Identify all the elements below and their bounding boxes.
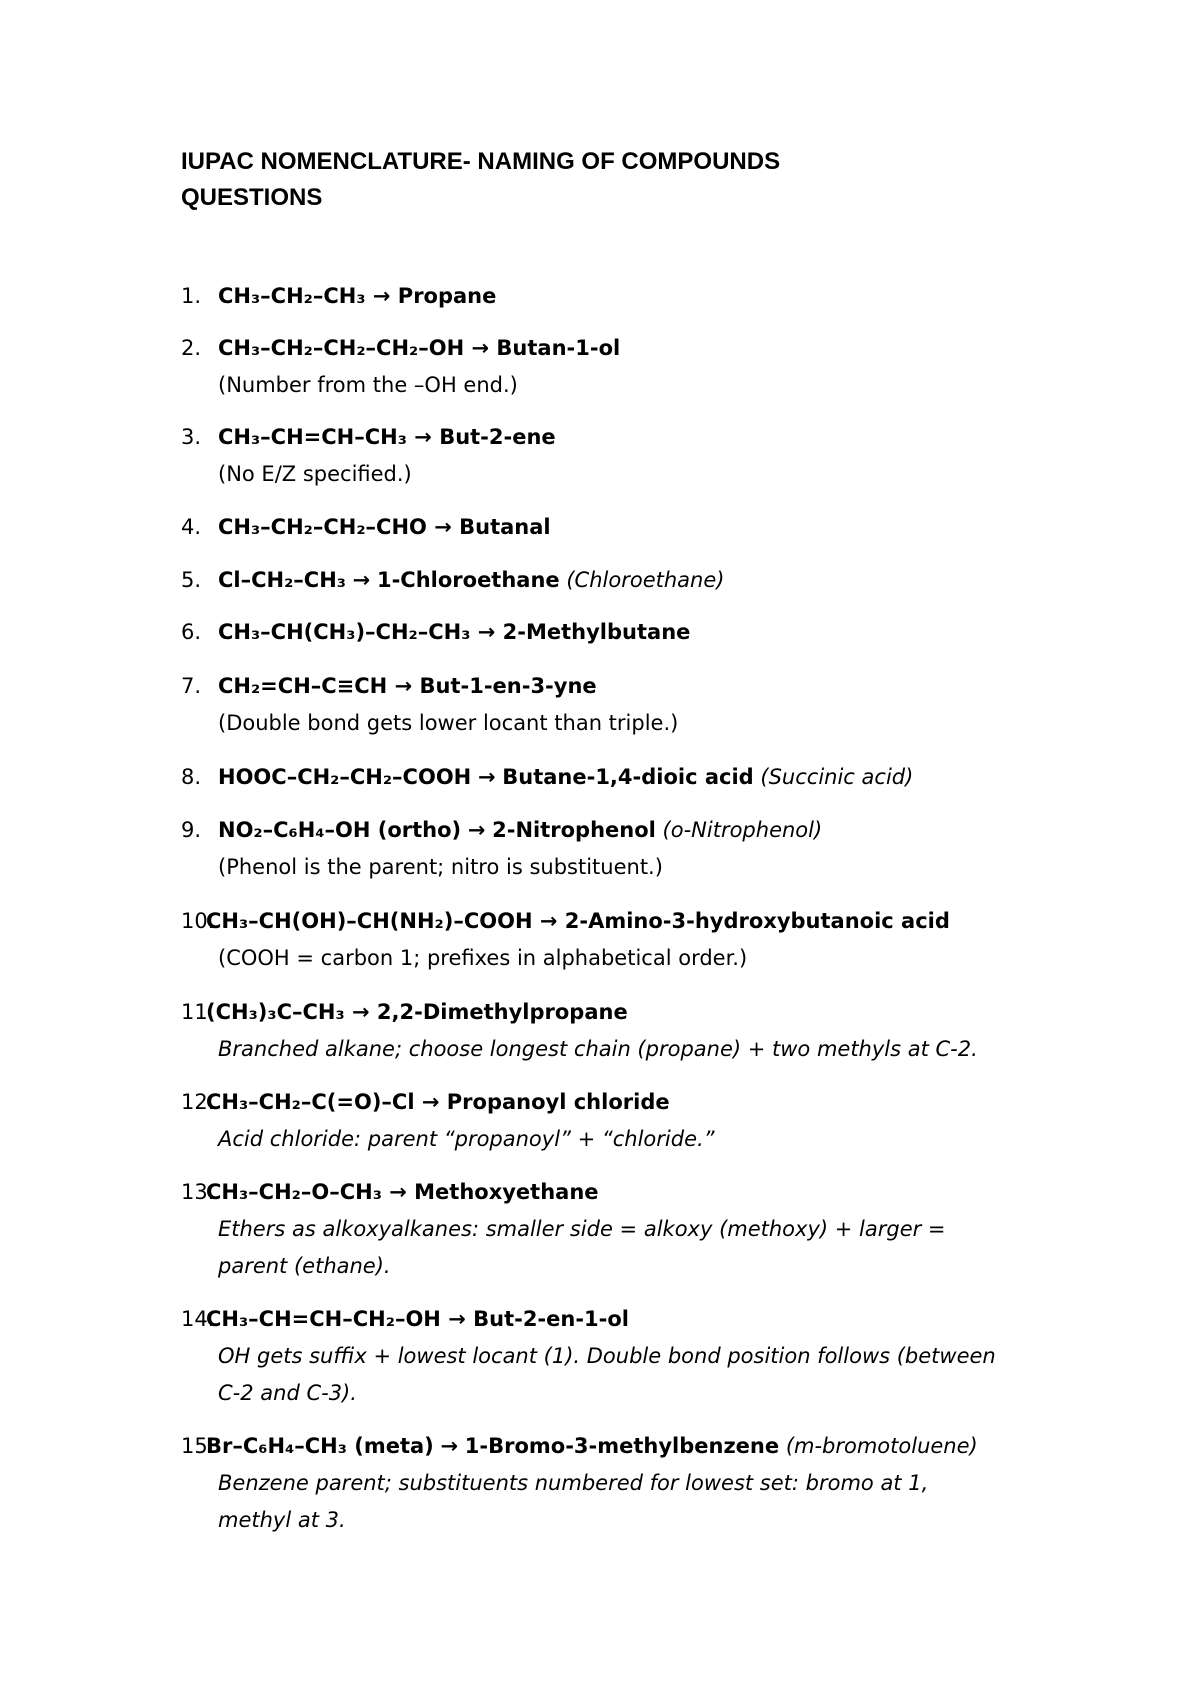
item-note: Ethers as alkoxyalkanes: smaller side = alkoxy (methoxy) + larger = <box>218 1217 946 1241</box>
item-formula-line <box>218 812 822 849</box>
item-formula-line <box>218 509 551 546</box>
item-number: 4. <box>181 515 202 539</box>
item-alt-name: (Succinic acid) <box>760 765 914 789</box>
item-formula-line <box>218 668 597 705</box>
item-formula: CH₃–CH(OH)–CH(NH₂)–COOH <box>206 909 533 933</box>
item-formula: CH₃–CH₂–CH₂–CH₂–OH <box>218 336 465 360</box>
item-number: 14. <box>181 1307 215 1331</box>
item-name: 2-Amino-3-hydroxybutanoic acid <box>564 909 950 933</box>
item-note: (Double bond gets lower locant than triple.) <box>218 711 679 735</box>
item-formula-line <box>206 1301 629 1338</box>
arrow-icon: → <box>421 1090 440 1114</box>
arrow-icon: → <box>414 425 432 449</box>
arrow-icon: → <box>440 1434 459 1458</box>
item-formula: NO₂–C₆H₄–OH (ortho) <box>218 818 462 842</box>
item-formula-line <box>218 330 620 367</box>
arrow-icon: → <box>352 568 371 592</box>
item-name: 1-Bromo-3-methylbenzene <box>464 1434 780 1458</box>
arrow-icon: → <box>477 620 496 644</box>
item-note: OH gets suffix + lowest locant (1). Double bond position follows (between <box>218 1344 996 1368</box>
item-name: Methoxyethane <box>414 1180 599 1204</box>
item-formula: CH₃–CH₂–CH₃ <box>218 284 366 308</box>
item-number: 11. <box>181 1000 215 1024</box>
arrow-icon: → <box>434 515 452 539</box>
item-formula-line <box>206 903 950 940</box>
item-number: 10. <box>181 909 215 933</box>
item-formula: (CH₃)₃C–CH₃ <box>206 1000 345 1024</box>
item-note: (Phenol is the parent; nitro is substituent.) <box>218 855 663 879</box>
item-name: 2,2-Dimethylpropane <box>376 1000 628 1024</box>
item-note: Acid chloride: parent “propanoyl” + “chloride.” <box>218 1127 715 1151</box>
item-formula: Br–C₆H₄–CH₃ (meta) <box>206 1434 434 1458</box>
item-formula-line <box>218 419 556 456</box>
item-note: (Number from the –OH end.) <box>218 373 518 397</box>
item-name: 2-Nitrophenol <box>492 818 656 842</box>
item-formula: CH₃–CH=CH–CH₃ <box>218 425 407 449</box>
item-number: 12. <box>181 1090 215 1114</box>
arrow-icon: → <box>394 674 413 698</box>
item-note-continued: C-2 and C-3). <box>218 1381 357 1405</box>
item-formula-line <box>218 562 724 599</box>
item-formula-line <box>206 1428 978 1465</box>
item-formula: CH₃–CH₂–C(=O)–Cl <box>206 1090 415 1114</box>
item-alt-name: (Chloroethane) <box>566 568 725 592</box>
item-formula: CH₃–CH₂–O–CH₃ <box>206 1180 382 1204</box>
item-formula-line <box>206 1084 670 1121</box>
item-number: 8. <box>181 765 202 789</box>
item-name: Propanoyl chloride <box>446 1090 670 1114</box>
item-note: (COOH = carbon 1; prefixes in alphabetical order.) <box>218 946 748 970</box>
title-line-1: IUPAC NOMENCLATURE- NAMING OF COMPOUNDS <box>181 148 781 175</box>
item-number: 1. <box>181 284 202 308</box>
item-number: 13. <box>181 1180 215 1204</box>
item-formula: CH₃–CH₂–CH₂–CHO <box>218 515 427 539</box>
item-name: But-1-en-3-yne <box>419 674 597 698</box>
item-number: 15. <box>181 1434 215 1458</box>
item-formula-line <box>218 759 913 796</box>
item-name: Butan-1-ol <box>496 336 621 360</box>
item-number: 7. <box>181 674 202 698</box>
item-alt-name: (m-bromotoluene) <box>785 1434 978 1458</box>
item-formula: CH₂=CH–C≡CH <box>218 674 388 698</box>
item-number: 2. <box>181 336 202 360</box>
item-formula-line <box>206 1174 599 1211</box>
arrow-icon: → <box>372 284 391 308</box>
item-formula: CH₃–CH(CH₃)–CH₂–CH₃ <box>218 620 471 644</box>
item-note: Benzene parent; substituents numbered for lowest set: bromo at 1, <box>218 1471 929 1495</box>
arrow-icon: → <box>389 1180 407 1204</box>
item-name: Propane <box>397 284 497 308</box>
title-line-2: QUESTIONS <box>181 184 323 211</box>
item-number: 9. <box>181 818 202 842</box>
item-name: But-2-ene <box>439 425 556 449</box>
document-title <box>181 144 1081 216</box>
arrow-icon: → <box>448 1307 466 1331</box>
item-name: 1-Chloroethane <box>376 568 560 592</box>
arrow-icon: → <box>539 909 558 933</box>
arrow-icon: → <box>467 818 486 842</box>
item-formula: CH₃–CH=CH–CH₂–OH <box>206 1307 441 1331</box>
item-formula-line <box>206 994 628 1031</box>
item-number: 6. <box>181 620 202 644</box>
item-formula: Cl–CH₂–CH₃ <box>218 568 346 592</box>
arrow-icon: → <box>477 765 496 789</box>
item-formula: HOOC–CH₂–CH₂–COOH <box>218 765 472 789</box>
item-name: But-2-en-1-ol <box>473 1307 630 1331</box>
item-note: Branched alkane; choose longest chain (propane) + two methyls at C-2. <box>218 1037 978 1061</box>
item-name: Butanal <box>459 515 551 539</box>
item-number: 5. <box>181 568 202 592</box>
item-note: (No E/Z specified.) <box>218 462 412 486</box>
item-name: Butane-1,4-dioic acid <box>502 765 754 789</box>
arrow-icon: → <box>352 1000 370 1024</box>
arrow-icon: → <box>471 336 490 360</box>
item-alt-name: (o-Nitrophenol) <box>662 818 823 842</box>
item-formula-line <box>218 278 496 315</box>
item-formula-line <box>218 614 690 651</box>
item-name: 2-Methylbutane <box>502 620 691 644</box>
item-number: 3. <box>181 425 202 449</box>
item-note-continued: methyl at 3. <box>218 1508 346 1532</box>
item-note-continued: parent (ethane). <box>218 1254 391 1278</box>
